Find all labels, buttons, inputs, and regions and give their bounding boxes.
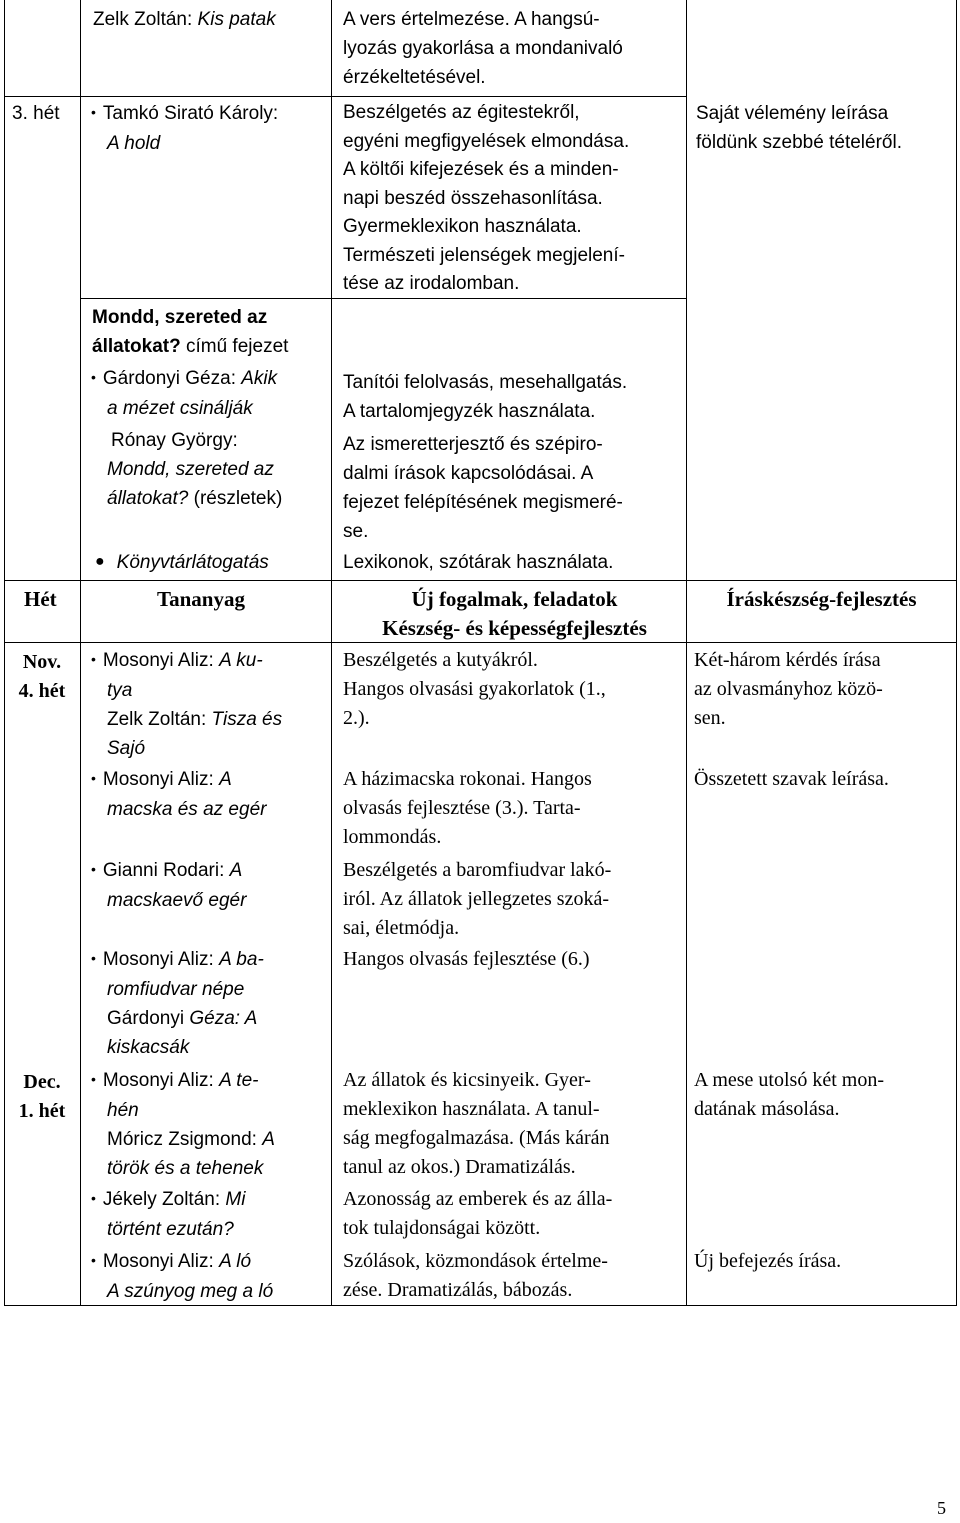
column-divider-2 [331, 0, 332, 1306]
kutya-writing: Két-három kérdés írása az olvasmányhoz közö- sen. [694, 649, 883, 729]
jekely-entry: • Jékely Zoltán: Mi történt ezután? [91, 1189, 246, 1240]
week-label-nov: Nov. 4. hét [18, 651, 66, 702]
jekely-notes: Azonosság az emberek és az álla- tok tulajdonságai között. [343, 1188, 613, 1239]
hold-entry: • Tamkó Sirató Károly: A hold [91, 103, 279, 154]
kutya-entry: • Mosonyi Aliz: A ku- tya Zelk Zoltán: Tisza és Sajó [91, 650, 283, 759]
kutya-notes: Beszélgetés a kutyákról. Hangos olvasási gyakorlatok (1., 2.). [343, 649, 606, 729]
konyvtar-entry: ● Könyvtárlátogatás [95, 552, 269, 573]
row-divider-top [4, 96, 686, 97]
gardonyi-akik-entry: • Gárdonyi Géza: Akik a mézet csinálják [91, 368, 278, 419]
tehen-writing: A mese utolsó két mon- datának másolása. [694, 1069, 884, 1120]
tehen-entry: • Mosonyi Aliz: A te- hén Móricz Zsigmond: A török és a tehenek [91, 1070, 275, 1179]
rodari-notes: Beszélgetés a baromfiudvar lakó- iról. Az állatok jellegzetes szoká- sai, életmódja. [343, 859, 612, 939]
lo-entry: • Mosonyi Aliz: A ló A szúnyog meg a ló [91, 1251, 274, 1302]
lo-writing: Új befejezés írása. [694, 1250, 842, 1272]
rodari-entry: • Gianni Rodari: A macskaevő egér [91, 860, 247, 911]
kis-patak-notes: A vers értelmezése. A hangsú- lyozás gyakorlása a mondanivaló érzékeltetésével. [343, 9, 623, 88]
column-divider-1 [80, 0, 81, 1306]
column-divider-3 [686, 0, 687, 1306]
ronay-entry: Rónay György: Mondd, szereted az állatokat? (részletek) [107, 430, 283, 509]
page-number: 5 [937, 1498, 946, 1518]
baromfi-notes: Hangos olvasás fejlesztése (6.) [343, 948, 590, 970]
week-label-dec: Dec. 1. hét [18, 1071, 66, 1122]
hold-notes: Beszélgetés az égitestekről, egyéni megfigyelések elmondása. A költői kifejezések és a minden- napi beszéd összehasonlítása. Gyermeklexikon használata. Természeti jelenségek megjelení- tése az irodalomban. [343, 102, 630, 294]
hold-writing: Saját vélemény leírása földünk szebbé tételéről. [696, 103, 902, 153]
chapter-notes-a: Tanítói felolvasás, mesehallgatás. A tartalomjegyzék használata. [343, 372, 628, 422]
konyvtar-note: Lexikonok, szótárak használata. [343, 552, 614, 573]
tehen-notes: Az állatok és kicsinyeik. Gyer- meklexikon használata. A tanul- ság megfogalmazása. (Más kárán tanul az okos.) Dramatizálás. [343, 1069, 610, 1178]
macska-entry: • Mosonyi Aliz: A macska és az egér [91, 769, 267, 820]
chapter-title: Mondd, szereted az állatokat? című fejezet [92, 307, 289, 357]
baromfi-entry: • Mosonyi Aliz: A ba- romfiudvar népe Gárdonyi Géza: A kiskacsák [91, 949, 264, 1058]
chapter-notes-b: Az ismeretterjesztő és szépiro- dalmi írások kapcsolódásai. A fejezet felépítésének megismeré- se. [343, 434, 623, 542]
macska-notes: A házimacska rokonai. Hangos olvasás fejlesztése (3.). Tarta- lommondás. [343, 768, 592, 848]
table-border-right [956, 0, 957, 1306]
row-divider-header-top [4, 580, 957, 581]
macska-writing: Összetett szavak leírása. [694, 768, 889, 790]
header-iras: Íráskészség-fejlesztés [726, 587, 917, 611]
header-tananyag: Tananyag [157, 587, 245, 611]
week-label-3: 3. hét [12, 103, 60, 124]
lo-notes: Szólások, közmondások értelme- zése. Dramatizálás, bábozás. [343, 1250, 608, 1301]
header-fogalmak: Új fogalmak, feladatok Készség- és képességfejlesztés [382, 587, 647, 640]
header-het: Hét [24, 587, 57, 611]
kis-patak-entry: Zelk Zoltán: Kis patak [93, 9, 276, 30]
